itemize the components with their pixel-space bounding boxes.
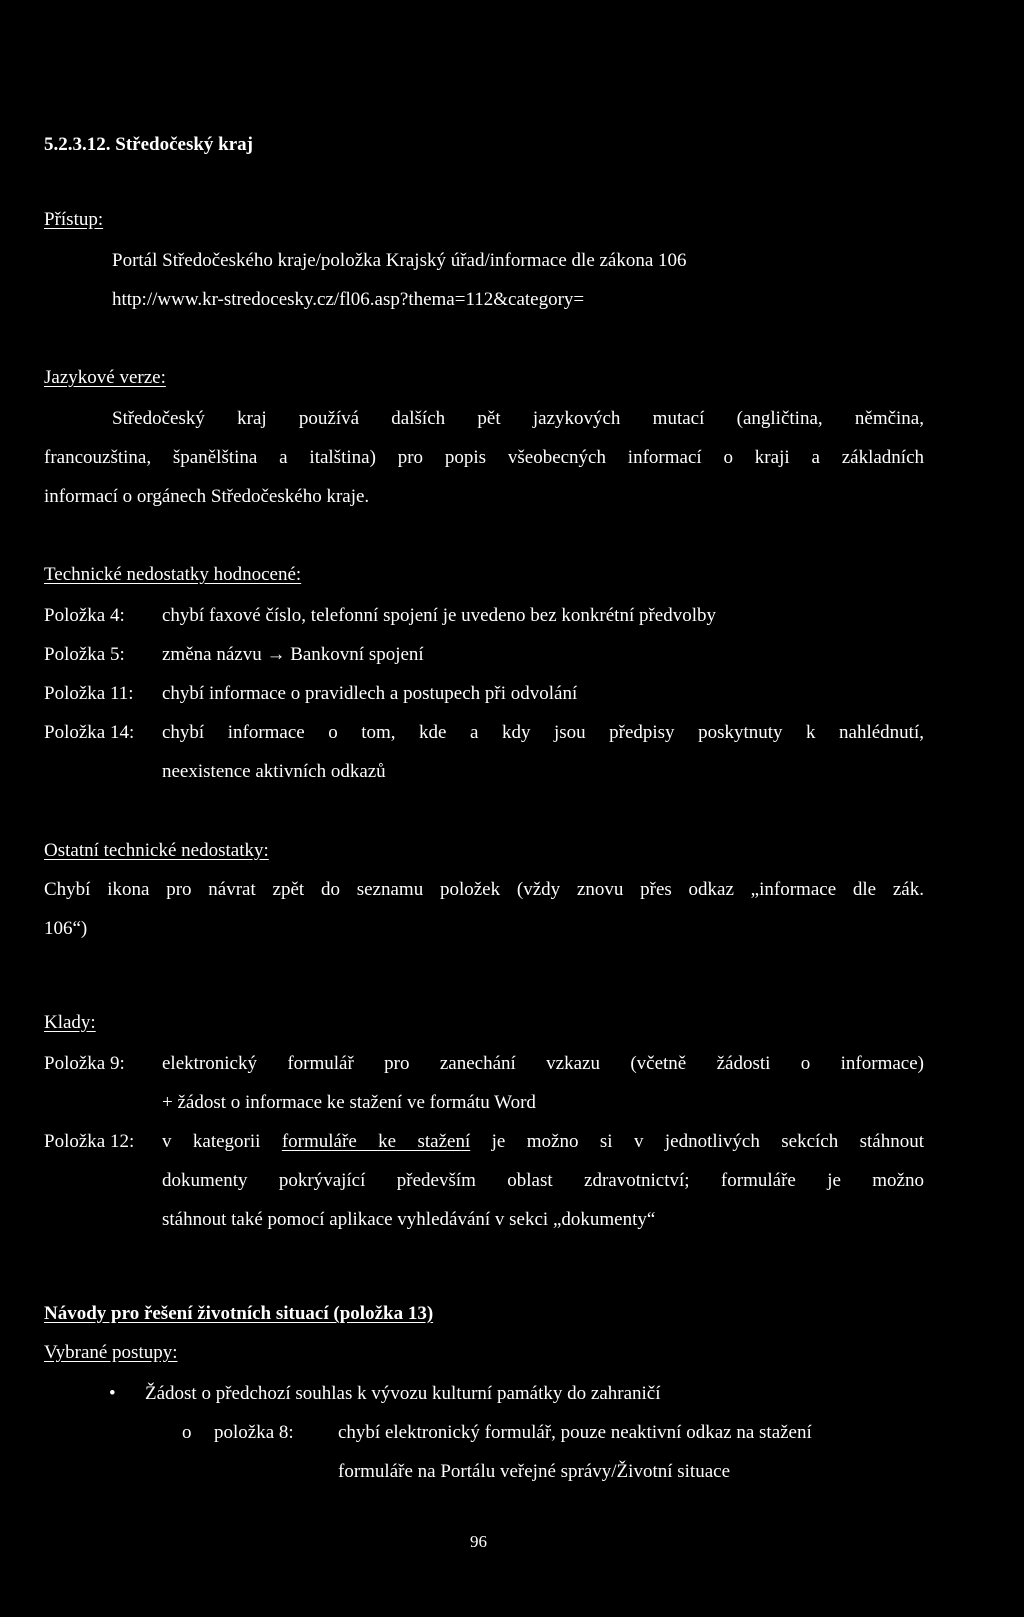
vybrane-postupy-label: Vybrané postupy:	[44, 1342, 178, 1363]
page-number: 96	[470, 1532, 487, 1551]
sub-item-text-1: chybí elektronický formulář, pouze neaktivní odkaz na stažení	[338, 1422, 812, 1443]
polozka-9-text-2: + žádost o informace ke stažení ve formátu Word	[162, 1092, 536, 1113]
polozka-12-text-3: stáhnout také pomocí aplikace vyhledávání v sekci „dokumenty“	[162, 1209, 656, 1230]
polozka-11-key: Položka 11:	[44, 683, 134, 704]
polozka-14-text-1: chybí informace o tom, kde a kdy jsou předpisy poskytnuty k nahlédnutí,	[162, 722, 924, 743]
ostatni-label: Ostatní technické nedostatky:	[44, 840, 269, 861]
polozka-12-key: Položka 12:	[44, 1131, 135, 1152]
pristup-line-1: Portál Středočeského kraje/položka Krajský úřad/informace dle zákona 106	[112, 250, 687, 271]
polozka-5-key: Položka 5:	[44, 644, 125, 665]
klady-label: Klady:	[44, 1012, 96, 1033]
formulare-ke-stazeni-link[interactable]: formuláře ke stažení	[281, 1131, 471, 1152]
bullet-item-text: Žádost o předchozí souhlas k vývozu kulturní památky do zahraničí	[145, 1383, 661, 1404]
bullet-icon: •	[109, 1383, 116, 1404]
polozka-9-text-1: elektronický formulář pro zanechání vzkazu (včetně žádosti o informace)	[162, 1053, 924, 1074]
sub-item-text-2: formuláře na Portálu veřejné správy/Životní situace	[338, 1461, 731, 1482]
polozka-12-post: je možno si v jednotlivých sekcích stáhnout	[470, 1131, 925, 1152]
polozka-5-text: změna názvu → Bankovní spojení	[162, 644, 424, 665]
technicke-nedostatky-label: Technické nedostatky hodnocené:	[44, 564, 302, 585]
polozka-14-key: Položka 14:	[44, 722, 135, 743]
polozka-12-pre: v kategorii	[162, 1131, 282, 1152]
jazykove-verze-line-3: informací o orgánech Středočeského kraje.	[44, 486, 370, 507]
polozka-12-text-2: dokumenty pokrývající především oblast zdravotnictví; formuláře je možno	[162, 1170, 924, 1191]
polozka-11-text: chybí informace o pravidlech a postupech při odvolání	[162, 683, 578, 704]
polozka-14-text-2: neexistence aktivních odkazů	[162, 761, 386, 782]
navody-heading: Návody pro řešení životních situací (položka 13)	[44, 1303, 434, 1324]
jazykove-verze-label: Jazykové verze:	[44, 367, 166, 388]
pristup-url: http://www.kr-stredocesky.cz/fl06.asp?thema=112&category=	[112, 289, 585, 310]
pristup-label: Přístup:	[44, 209, 104, 230]
ostatni-line-1: Chybí ikona pro návrat zpět do seznamu položek (vždy znovu přes odkaz „informace dle zák.	[44, 879, 924, 900]
ostatni-line-2: 106“)	[44, 918, 88, 939]
section-heading: 5.2.3.12. Středočeský kraj	[44, 134, 253, 155]
sub-bullet-icon: o	[182, 1422, 192, 1443]
polozka-4-text: chybí faxové číslo, telefonní spojení je uvedeno bez konkrétní předvolby	[162, 605, 717, 626]
polozka-12-text-1	[162, 1132, 924, 1151]
polozka-9-key: Položka 9:	[44, 1053, 125, 1074]
jazykove-verze-line-1: Středočeský kraj používá dalších pět jazykových mutací (angličtina, němčina,	[112, 408, 924, 429]
polozka-4-key: Položka 4:	[44, 605, 125, 626]
jazykove-verze-line-2: francouzština, španělština a italština) pro popis všeobecných informací o kraji a základních	[44, 447, 924, 468]
sub-item-key: položka 8:	[214, 1422, 294, 1443]
